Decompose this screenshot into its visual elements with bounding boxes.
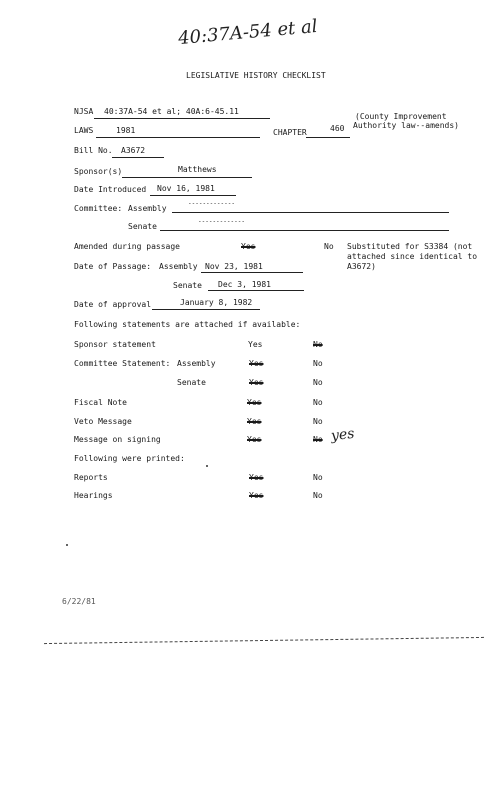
date-of-approval-underline: [152, 309, 260, 310]
date-of-approval-label: Date of approval: [74, 300, 152, 309]
substituted-note-line-1: Substituted for S3384 (not: [347, 242, 473, 251]
njsa-value: 40:37A-54 et al; 40A:6-45.11: [104, 107, 239, 116]
printed-heading: Following were printed:: [74, 454, 185, 463]
committee-senate-underline: [160, 230, 449, 231]
bill-label: Bill No.: [74, 146, 113, 155]
handwritten-header: 40:37A-54 et al: [177, 15, 319, 50]
passage-assembly-value: Nov 23, 1981: [205, 262, 263, 271]
hearings-label: Hearings: [74, 491, 113, 500]
amended-label: Amended during passage: [74, 242, 180, 251]
committee-label: Committee:: [74, 204, 123, 213]
message-on-signing-no: No: [313, 435, 323, 444]
passage-assembly-label: Assembly: [159, 262, 198, 271]
passage-assembly-underline: [201, 272, 303, 273]
committee-statement-assembly-no: No: [313, 359, 323, 368]
committee-statement-label: Committee Statement:: [74, 359, 171, 368]
date-introduced-label: Date Introduced: [74, 185, 147, 194]
committee-statement-assembly-label: Assembly: [177, 359, 216, 368]
message-on-signing-label: Message on signing: [74, 435, 161, 444]
hearings-yes: Yes: [249, 491, 264, 500]
reports-yes: Yes: [249, 473, 264, 482]
sponsor-value: Matthews: [178, 165, 217, 174]
committee-senate-value: -------------: [198, 218, 245, 225]
committee-assembly-underline: [172, 212, 449, 213]
fiscal-note-label: Fiscal Note: [74, 398, 127, 407]
hearings-no: No: [313, 491, 323, 500]
bill-value: A3672: [121, 146, 146, 155]
amended-no: No: [324, 242, 334, 251]
veto-message-yes: Yes: [247, 417, 262, 426]
page-title: LEGISLATIVE HISTORY CHECKLIST: [186, 71, 326, 80]
reports-label: Reports: [74, 473, 108, 482]
committee-assembly-value: -------------: [188, 200, 235, 207]
committee-assembly-label: Assembly: [128, 204, 167, 213]
laws-value: 1981: [116, 126, 136, 135]
committee-statement-senate-yes: Yes: [249, 378, 264, 387]
passage-senate-value: Dec 3, 1981: [218, 280, 271, 289]
date-of-passage-label: Date of Passage:: [74, 262, 152, 271]
fiscal-note-no: No: [313, 398, 323, 407]
njsa-underline: [94, 118, 270, 119]
sponsor-label: Sponsor(s): [74, 167, 123, 176]
laws-underline: [96, 137, 260, 138]
amended-yes: Yes: [241, 242, 256, 251]
substituted-note-line-3: A3672): [347, 262, 376, 271]
njsa-label: NJSA: [74, 107, 94, 116]
passage-senate-label: Senate: [173, 281, 202, 290]
veto-message-no: No: [313, 417, 323, 426]
statements-heading: Following statements are attached if available:: [74, 320, 301, 329]
sponsor-statement-yes: Yes: [248, 340, 263, 349]
date-of-approval-value: January 8, 1982: [180, 298, 253, 307]
fiscal-note-yes: Yes: [247, 398, 262, 407]
sponsor-underline: [122, 177, 252, 178]
date-introduced-value: Nov 16, 1981: [157, 184, 215, 193]
committee-statement-assembly-yes: Yes: [249, 359, 264, 368]
reports-no: No: [313, 473, 323, 482]
scan-speck: [206, 465, 208, 467]
substituted-note-line-2: attached since identical to: [347, 252, 478, 261]
sponsor-statement-no: No: [313, 340, 323, 349]
committee-statement-senate-no: No: [313, 378, 323, 387]
bill-underline: [112, 157, 164, 158]
committee-statement-senate-label: Senate: [177, 378, 206, 387]
chapter-underline: [306, 137, 350, 138]
passage-senate-underline: [208, 290, 304, 291]
message-on-signing-handwritten: yes: [330, 425, 356, 445]
subject-note-line-2: Authority law--amends): [353, 121, 459, 130]
chapter-value: 460: [330, 124, 345, 133]
subject-note-line-1: (County Improvement: [355, 112, 447, 121]
message-on-signing-yes: Yes: [247, 435, 262, 444]
sponsor-statement-label: Sponsor statement: [74, 340, 156, 349]
laws-label: LAWS: [74, 126, 94, 135]
date-introduced-underline: [150, 195, 236, 196]
chapter-label: CHAPTER: [273, 128, 307, 137]
committee-senate-label: Senate: [128, 222, 157, 231]
footer-date: 6/22/81: [62, 597, 96, 606]
veto-message-label: Veto Message: [74, 417, 132, 426]
scan-speck: [66, 544, 68, 546]
cut-line: [44, 637, 484, 644]
